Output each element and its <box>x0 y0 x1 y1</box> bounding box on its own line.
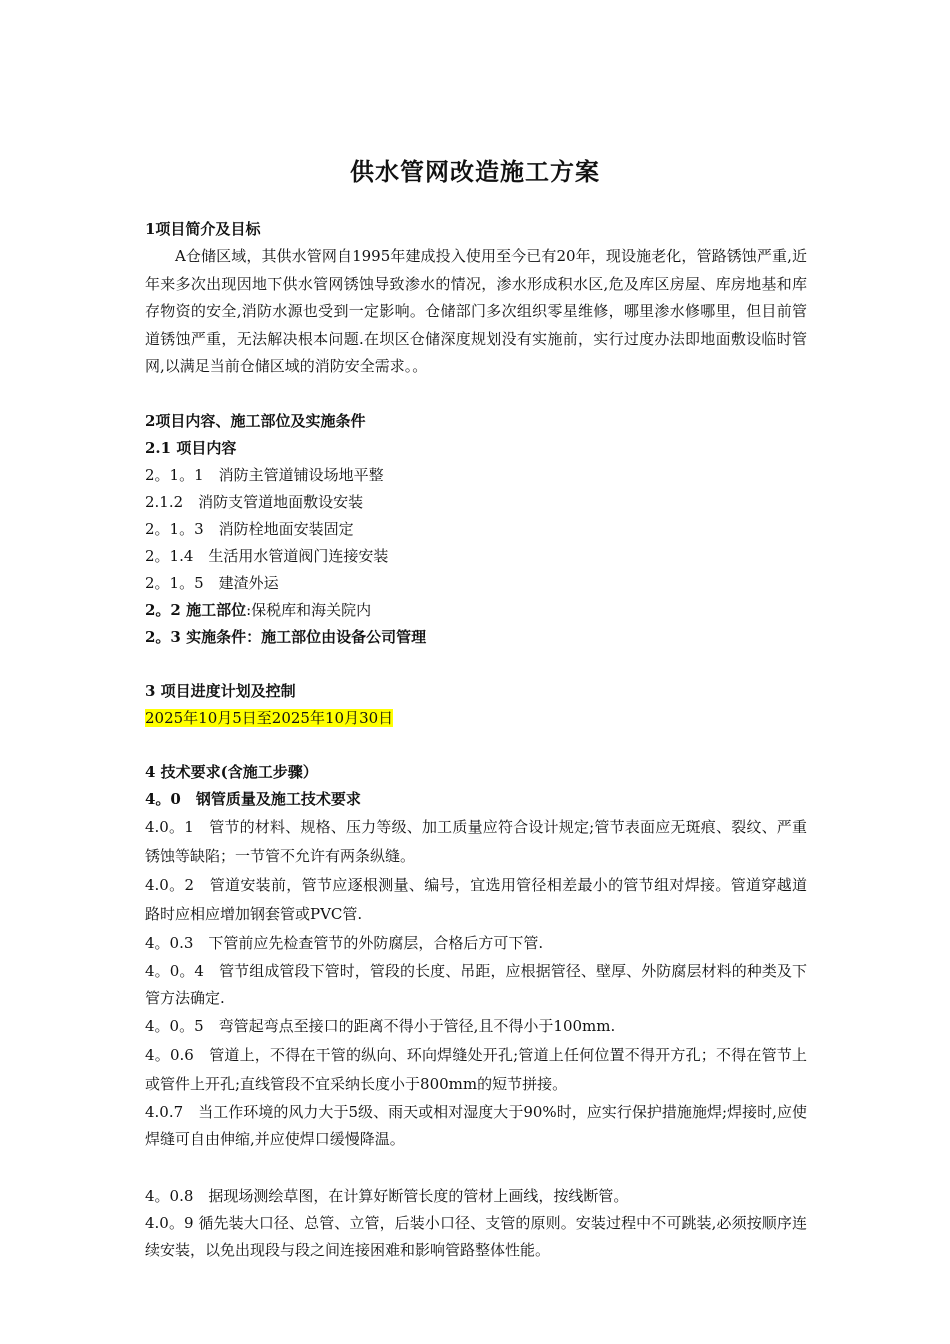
list-item: 2。1.4 生活用水管道阀门连接安装 <box>145 546 389 565</box>
spacer <box>145 651 807 678</box>
spacer <box>145 1153 807 1183</box>
document-body <box>145 216 807 1264</box>
requirement-item: 4。0.3 下管前应先检查管节的外防腐层，合格后方可下管. <box>145 933 544 952</box>
requirement-item: 4.0。2 管道安装前，管节应逐根测量、编号，宜选用管径相差最小的管节组对焊接。管道穿越道路时应相应增加钢套管或PVC管. <box>145 875 807 923</box>
section-2-3-heading: 2。3 实施条件：施工部位由设备公司管理 <box>145 627 427 646</box>
document-title: 供水管网改造施工方案 <box>350 157 600 186</box>
requirement-item: 4。0.6 管道上，不得在干管的纵向、环向焊缝处开孔;管道上任何位置不得开方孔；不得在管节上或管件上开孔;直线管段不宜采纳长度小于800mm的短节拼接。 <box>145 1045 807 1093</box>
spacer <box>145 732 807 759</box>
section-3-heading: 3 项目进度计划及控制 <box>145 681 296 700</box>
section-2-2-label: 2。2 施工部位 <box>145 600 247 619</box>
section-2-1-heading: 2.1 项目内容 <box>145 438 237 457</box>
section-4-heading: 4 技术要求(含施工步骤） <box>145 762 318 781</box>
requirement-item: 4.0。9 循先装大口径、总管、立管，后装小口径、支管的原则。安装过程中不可跳装,必须按顺序连续安装，以免出现段与段之间连接困难和影响管路整体性能。 <box>145 1213 807 1259</box>
schedule-line <box>145 705 807 732</box>
section-1-heading: 1项目简介及目标 <box>145 220 261 238</box>
requirement-item: 4。0.8 据现场测绘草图，在计算好断管长度的管材上画线，按线断管。 <box>145 1186 629 1205</box>
list-item: 2.1.2 消防支管道地面敷设安装 <box>145 492 364 511</box>
list-item: 2。1。3 消防栓地面安装固定 <box>145 519 354 538</box>
requirement-item: 4.0.7 当工作环境的风力大于5级、雨天或相对湿度大于90%时，应实行保护措施施焊;焊接时,应使焊缝可自由伸缩,并应使焊口缓慢降温。 <box>145 1102 807 1148</box>
list-item: 2。1。5 建渣外运 <box>145 573 279 592</box>
spacer <box>145 381 807 408</box>
section-1-paragraph: A仓储区域，其供水管网自1995年建成投入使用至今已有20年，现设施老化，管路锈蚀严重,近年来多次出现因地下供水管网锈蚀导致渗水的情况，渗水形成积水区,危及库区房屋、库房地基和库存物资的安全,消防水源也受到一定影响。仓储部门多次组织零星维修，哪里渗水修哪里，但目前管道锈蚀严重，无法解决根本问题.在坝区仓储深度规划没有实施前，实行过度办法即地面敷设临时管网,以满足当前仓储区域的消防安全需求。。 <box>145 247 807 375</box>
section-2-heading: 2项目内容、施工部位及实施条件 <box>145 411 366 430</box>
section-2-2-line <box>145 597 807 624</box>
requirement-item: 4.0。1 管节的材料、规格、压力等级、加工质量应符合设计规定;管节表面应无斑痕、裂纹、严重锈蚀等缺陷；一节管不允许有两条纵缝。 <box>145 817 807 865</box>
section-2-2-value: :保税库和海关院内 <box>246 600 372 619</box>
section-4-0-heading: 4。0 钢管质量及施工技术要求 <box>145 789 361 808</box>
list-item: 2。1。1 消防主管道铺设场地平整 <box>145 465 384 484</box>
schedule-highlight: 2025年10月5日至2025年10月30日 <box>145 708 394 727</box>
requirement-item: 4。0。4 管节组成管段下管时，管段的长度、吊距，应根据管径、壁厚、外防腐层材料的种类及下管方法确定. <box>145 961 807 1007</box>
requirement-item: 4。0。5 弯管起弯点至接口的距离不得小于管径,且不得小于100mm. <box>145 1016 616 1035</box>
